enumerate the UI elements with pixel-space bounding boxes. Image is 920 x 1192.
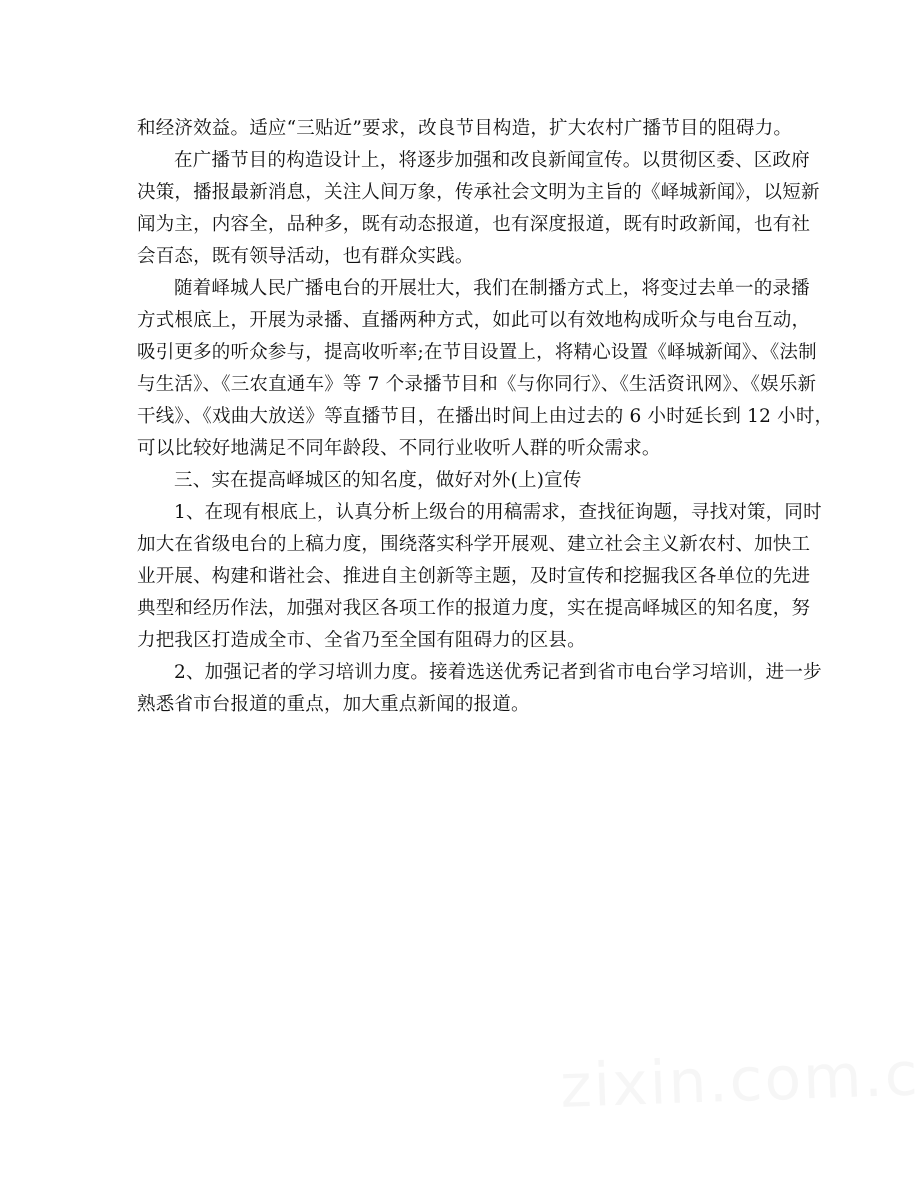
watermark xyxy=(559,1038,920,1122)
text-line: 闻为主，内容全，品种多，既有动态报道，也有深度报道，既有时政新闻，也有社 xyxy=(137,214,811,235)
text-line: 可以比较好地满足不同年龄段、不同行业收听人群的听众需求。 xyxy=(137,438,661,459)
text-line: 力把我区打造成全市、全省乃至全国有阻碍力的区县。 xyxy=(137,630,586,651)
text-line: 和经济效益。适应“三贴近”要求，改良节目构造，扩大农村广播节目的阻碍力。 xyxy=(137,118,793,139)
paragraph-start-line: 随着峄城人民广播电台的开展壮大，我们在制播方式上，将变过去单一的录播 xyxy=(174,278,810,299)
text-line: 业开展、构建和谐社会、推进自主创新等主题，及时宣传和挖掘我区各单位的先进 xyxy=(137,566,811,587)
text-line: 决策，播报最新消息，关注人间万象，传承社会文明为主旨的《峄城新闻》，以短新 xyxy=(137,182,820,203)
text-line: 典型和经历作法，加强对我区各项工作的报道力度，实在提高峄城区的知名度，努 xyxy=(137,598,811,619)
paragraph-start-line: 在广播节目的构造设计上，将逐步加强和改良新闻宣传。以贯彻区委、区政府 xyxy=(174,150,810,171)
document-body xyxy=(137,113,834,721)
text-line: 方式根底上，开展为录播、直播两种方式，如此可以有效地构成听众与电台互动， xyxy=(137,310,811,331)
text-line: 加大在省级电台的上稿力度，围绕落实科学开展观、建立社会主义新农村、加快工 xyxy=(137,534,811,555)
text-line: 与生活》、《三农直通车》等 7 个录播节目和《与你同行》、《生活资讯网》、《娱乐新 xyxy=(137,374,817,395)
text-line: 干线》、《戏曲大放送》等直播节目，在播出时间上由过去的 6 小时延长到 12 小时， xyxy=(137,406,834,427)
text-line: 会百态，既有领导活动，也有群众实践。 xyxy=(137,246,474,267)
text-line: 熟悉省市台报道的重点，加大重点新闻的报道。 xyxy=(137,694,530,715)
section-heading: 三、实在提高峄城区的知名度，做好对外(上)宣传 xyxy=(174,470,582,491)
paragraph-start-line: 1、在现有根底上，认真分析上级台的用稿需求，查找征询题，寻找对策，同时 xyxy=(174,502,822,523)
text-line: 吸引更多的听众参与，提高收听率;在节目设置上，将精心设置《峄城新闻》、《法制 xyxy=(137,342,817,363)
paragraph-start-line: 2、加强记者的学习培训力度。接着选送优秀记者到省市电台学习培训，进一步 xyxy=(174,662,822,683)
